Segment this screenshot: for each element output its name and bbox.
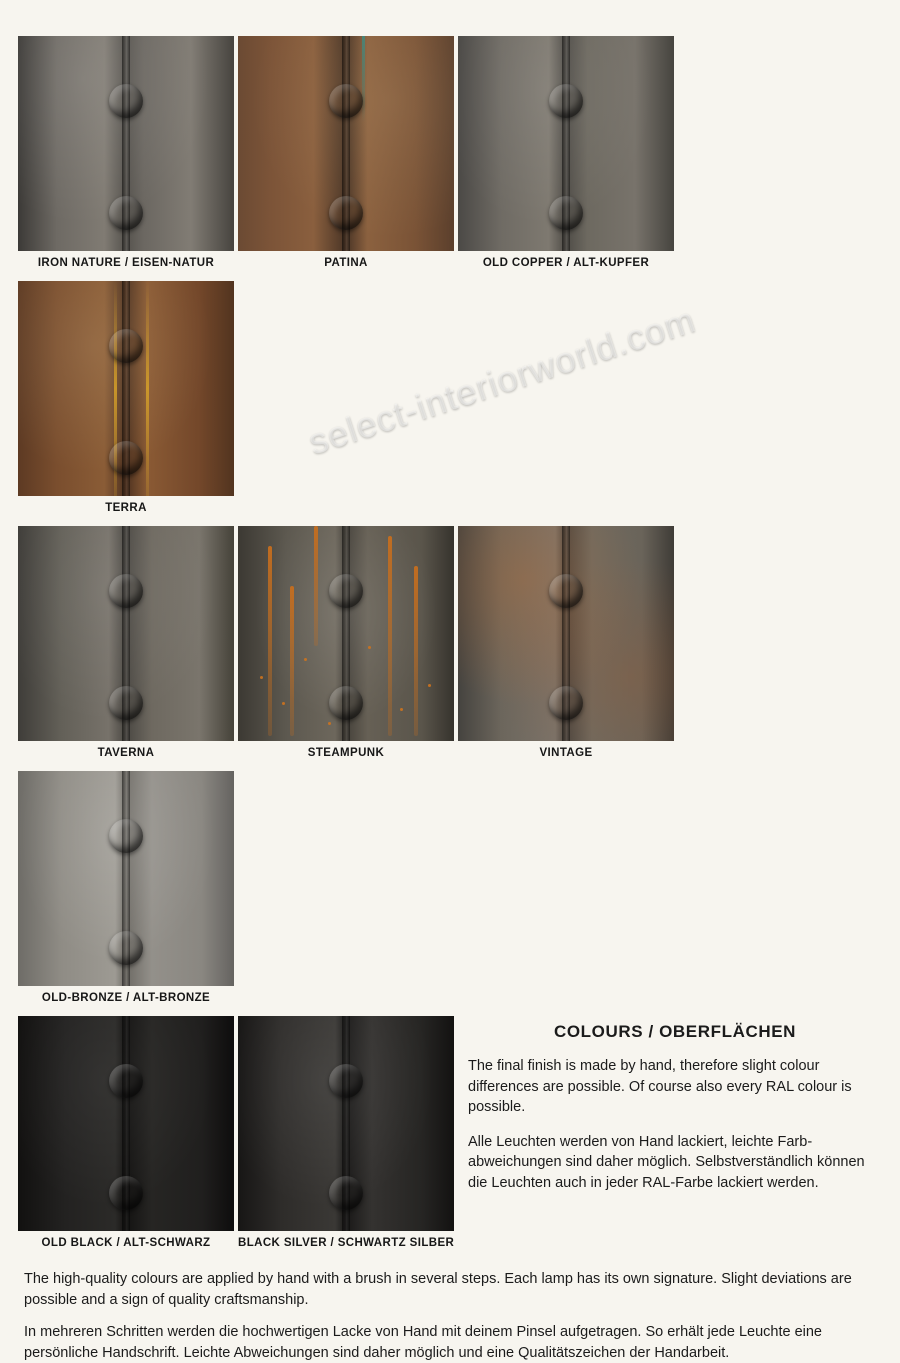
swatch-cell-vintage[interactable] — [458, 526, 674, 767]
paint-drip — [314, 526, 318, 646]
footnote-en: The high-quality colours are applied by hand with a brush in several steps. Each lamp has its own signature. Slight deviations are possible and a sign of quality craftsmanship. — [24, 1271, 852, 1308]
rivet-icon — [329, 1176, 363, 1210]
swatch-caption: STEAMPUNK — [307, 747, 385, 759]
paint-drip — [414, 566, 418, 736]
swatch-cell-steampunk[interactable] — [238, 526, 454, 767]
panel-paragraph-de: Alle Leuchten werden von Hand lackiert, leichte Farb-abweichungen sind daher möglich. Selbstverständlich können die Leuchten auch in jeder RAL-Farbe lackiert werden. — [468, 1133, 865, 1191]
swatch-image-vintage — [458, 526, 674, 741]
swatch-image-steampunk — [238, 526, 454, 741]
accent-streak — [146, 281, 149, 496]
swatch-caption: PATINA — [324, 257, 368, 269]
rivet-icon — [549, 574, 583, 608]
swatch-grid-row-2 — [18, 526, 882, 1016]
paint-speck — [304, 658, 307, 661]
paint-drip — [388, 536, 392, 736]
rivet-icon — [109, 441, 143, 475]
swatch-image-old-copper — [458, 36, 674, 251]
paint-speck — [328, 722, 331, 725]
rivet-icon — [329, 196, 363, 230]
colours-text-panel — [458, 1016, 882, 1207]
rivet-icon — [109, 196, 143, 230]
rivet-icon — [329, 84, 363, 118]
swatch-grid-row-3 — [18, 1016, 882, 1261]
swatch-caption: TERRA — [105, 502, 147, 514]
swatch-caption: TAVERNA — [97, 747, 155, 759]
panel-title: COLOURS / OBERFLÄCHEN — [553, 1022, 797, 1041]
paint-drip — [268, 546, 272, 736]
swatch-image-taverna — [18, 526, 234, 741]
watermark: select-interiorworld.com — [303, 298, 701, 463]
rivet-icon — [329, 574, 363, 608]
rivet-icon — [549, 686, 583, 720]
panel-paragraph-en: The final finish is made by hand, therefore slight colour differences are possible. Of course also every RAL colour is possible. — [468, 1058, 852, 1116]
footnotes — [18, 1261, 882, 1363]
rivet-icon — [109, 84, 143, 118]
swatch-cell-old-bronze[interactable] — [18, 771, 234, 1012]
paint-speck — [400, 708, 403, 711]
paint-speck — [260, 676, 263, 679]
swatch-cell-taverna[interactable] — [18, 526, 234, 767]
paint-speck — [428, 684, 431, 687]
swatch-caption: BLACK SILVER / SCHWARTZ SILBER — [238, 1237, 455, 1249]
rivet-icon — [329, 686, 363, 720]
swatch-cell-old-black[interactable] — [18, 1016, 234, 1257]
paint-speck — [368, 646, 371, 649]
swatch-image-terra — [18, 281, 234, 496]
swatch-cell-iron-nature[interactable] — [18, 36, 234, 277]
swatch-image-old-black — [18, 1016, 234, 1231]
swatch-image-black-silver — [238, 1016, 454, 1231]
swatch-caption: OLD COPPER / ALT-KUPFER — [482, 257, 650, 269]
rivet-icon — [109, 1176, 143, 1210]
swatch-caption: VINTAGE — [539, 747, 593, 759]
rivet-icon — [109, 686, 143, 720]
swatch-caption: IRON NATURE / EISEN-NATUR — [37, 257, 215, 269]
swatch-cell-patina[interactable] — [238, 36, 454, 277]
swatch-image-iron-nature — [18, 36, 234, 251]
swatch-caption: OLD BLACK / ALT-SCHWARZ — [41, 1237, 211, 1249]
swatch-cell-terra[interactable] — [18, 281, 234, 522]
swatch-caption: OLD-BRONZE / ALT-BRONZE — [41, 992, 211, 1004]
swatch-cell-black-silver[interactable] — [238, 1016, 454, 1257]
rivet-icon — [109, 819, 143, 853]
swatch-image-old-bronze — [18, 771, 234, 986]
rivet-icon — [329, 1064, 363, 1098]
rivet-icon — [109, 574, 143, 608]
accent-streak — [362, 36, 365, 251]
rivet-icon — [109, 329, 143, 363]
swatch-image-patina — [238, 36, 454, 251]
rivet-icon — [109, 931, 143, 965]
footnote-de: In mehreren Schritten werden die hochwertigen Lacke von Hand mit deinem Pinsel aufgetragen. So erhält jede Leuchte eine persönliche Handschrift. Leichte Abweichungen sind daher möglich und eine Qualitätszeichen der Handarbeit. — [24, 1324, 822, 1361]
swatch-grid-row-1 — [18, 36, 882, 526]
rivet-icon — [549, 196, 583, 230]
rivet-icon — [549, 84, 583, 118]
paint-speck — [282, 702, 285, 705]
swatch-cell-old-copper[interactable] — [458, 36, 674, 277]
paint-drip — [290, 586, 294, 736]
rivet-icon — [109, 1064, 143, 1098]
